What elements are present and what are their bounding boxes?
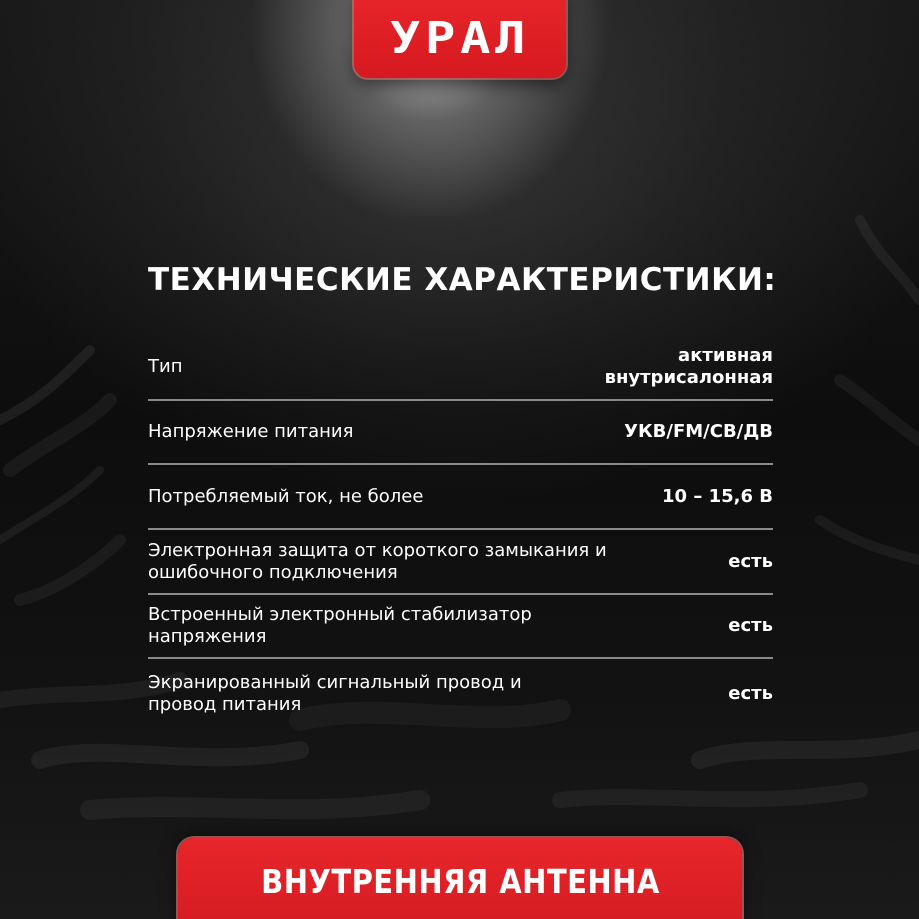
- spec-value: есть: [728, 550, 773, 572]
- spec-label: Потребляемый ток, не более: [148, 485, 424, 507]
- spec-value: активная внутрисалонная: [604, 344, 773, 388]
- spec-label: Встроенный электронный стабилизатор напряжения: [148, 604, 532, 647]
- product-name-banner: [178, 838, 742, 919]
- spec-row: [148, 401, 773, 465]
- specs-table: [148, 334, 773, 729]
- spec-value: есть: [728, 683, 773, 704]
- spec-row: [148, 659, 773, 729]
- brand-logo-tab: [354, 0, 566, 78]
- spec-value: есть: [728, 615, 773, 636]
- product-name: ВНУТРЕННЯЯ АНТЕННА: [260, 862, 660, 901]
- page-title: ТЕХНИЧЕСКИЕ ХАРАКТЕРИСТИКИ:: [148, 262, 777, 298]
- spec-label: Экранированный сигнальный провод и провод питания: [148, 672, 522, 715]
- spec-row: [148, 595, 773, 659]
- spec-row: [148, 465, 773, 530]
- brand-logo: УРАЛ: [389, 12, 531, 64]
- spec-row: [148, 334, 773, 401]
- spec-value: УКВ/FM/СВ/ДВ: [624, 421, 773, 442]
- spec-label: Тип: [148, 355, 183, 377]
- spec-row: [148, 530, 773, 595]
- spec-label: Напряжение питания: [148, 421, 354, 442]
- spec-value: 10 – 15,6 В: [662, 485, 773, 507]
- spec-label: Электронная защита от короткого замыкания и ошибочного подключения: [148, 539, 607, 583]
